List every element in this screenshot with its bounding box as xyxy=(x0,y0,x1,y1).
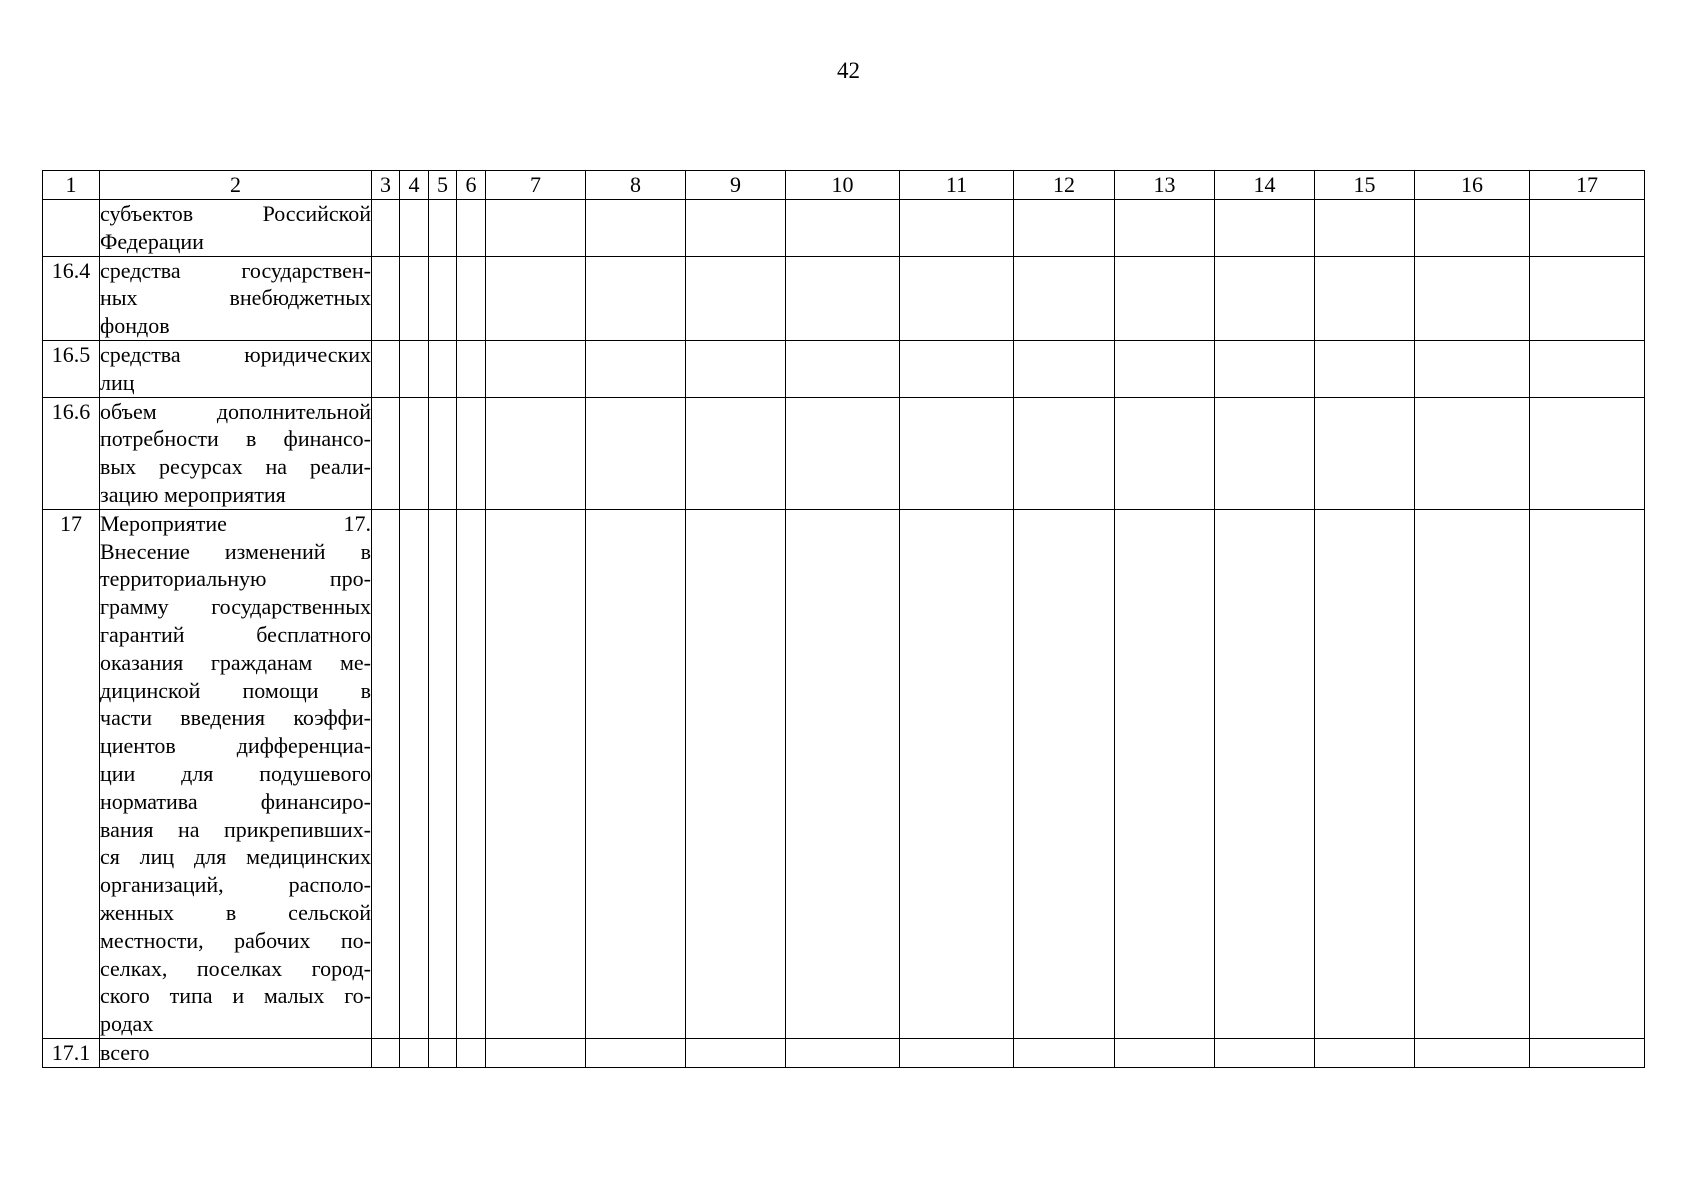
data-table xyxy=(42,170,1645,1068)
empty-cell xyxy=(486,256,586,340)
empty-cell xyxy=(1415,509,1530,1038)
empty-cell xyxy=(372,397,400,509)
header-cell: 13 xyxy=(1115,171,1215,200)
header-cell: 17 xyxy=(1530,171,1645,200)
empty-cell xyxy=(429,1038,457,1067)
header-cell: 12 xyxy=(1014,171,1115,200)
empty-cell xyxy=(372,256,400,340)
header-cell: 1 xyxy=(43,171,100,200)
description-line: женных в сельской xyxy=(100,899,371,925)
empty-cell xyxy=(586,509,686,1038)
empty-cell xyxy=(1530,509,1645,1038)
empty-cell xyxy=(1530,340,1645,397)
header-cell: 14 xyxy=(1215,171,1315,200)
description-line: норматива финансиро- xyxy=(100,788,371,814)
empty-cell xyxy=(457,397,486,509)
row-description xyxy=(100,1038,372,1067)
description-line: грамму государственных xyxy=(100,594,371,620)
empty-cell xyxy=(1315,256,1415,340)
empty-cell xyxy=(400,1038,429,1067)
empty-cell xyxy=(1530,256,1645,340)
empty-cell xyxy=(1014,200,1115,257)
description-line: селках, поселках город- xyxy=(100,955,371,981)
empty-cell xyxy=(786,1038,900,1067)
description-line: оказания гражданам ме- xyxy=(100,649,371,675)
empty-cell xyxy=(900,200,1014,257)
header-cell: 15 xyxy=(1315,171,1415,200)
header-cell: 4 xyxy=(400,171,429,200)
table-row xyxy=(43,256,1645,340)
table-row xyxy=(43,1038,1645,1067)
empty-cell xyxy=(429,256,457,340)
header-cell: 10 xyxy=(786,171,900,200)
description-line: фондов xyxy=(100,313,170,339)
empty-cell xyxy=(786,509,900,1038)
empty-cell xyxy=(457,1038,486,1067)
description-line: лиц xyxy=(100,369,135,395)
header-row xyxy=(43,171,1645,200)
row-number: 17.1 xyxy=(43,1038,100,1067)
empty-cell xyxy=(486,1038,586,1067)
description-line: территориальную про- xyxy=(100,566,371,592)
table-row xyxy=(43,509,1645,1038)
description-line: Федерации xyxy=(100,228,204,254)
header-cell: 16 xyxy=(1415,171,1530,200)
header-cell: 5 xyxy=(429,171,457,200)
empty-cell xyxy=(1014,1038,1115,1067)
empty-cell xyxy=(372,340,400,397)
row-number: 16.4 xyxy=(43,256,100,340)
empty-cell xyxy=(1415,397,1530,509)
row-number: 16.5 xyxy=(43,340,100,397)
empty-cell xyxy=(1315,200,1415,257)
empty-cell xyxy=(486,200,586,257)
row-number: 16.6 xyxy=(43,397,100,509)
empty-cell xyxy=(1115,1038,1215,1067)
header-cell: 9 xyxy=(686,171,786,200)
empty-cell xyxy=(372,509,400,1038)
empty-cell xyxy=(1014,509,1115,1038)
page-number: 42 xyxy=(837,58,860,83)
empty-cell xyxy=(1215,200,1315,257)
description-line: зацию мероприятия xyxy=(100,481,286,507)
header-cell: 8 xyxy=(586,171,686,200)
row-description xyxy=(100,397,372,509)
table-row xyxy=(43,340,1645,397)
description-line: родах xyxy=(100,1011,154,1037)
empty-cell xyxy=(372,200,400,257)
empty-cell xyxy=(1115,340,1215,397)
description-line: Мероприятие 17. xyxy=(100,510,371,536)
empty-cell xyxy=(686,256,786,340)
empty-cell xyxy=(1315,340,1415,397)
empty-cell xyxy=(457,256,486,340)
description-line: вых ресурсах на реали- xyxy=(100,454,371,480)
empty-cell xyxy=(786,340,900,397)
description-line: потребности в финансо- xyxy=(100,426,371,452)
description-line: организаций, располо- xyxy=(100,872,371,898)
empty-cell xyxy=(586,397,686,509)
empty-cell xyxy=(429,340,457,397)
empty-cell xyxy=(400,340,429,397)
empty-cell xyxy=(686,200,786,257)
empty-cell xyxy=(1014,397,1115,509)
description-line: гарантий бесплатного xyxy=(100,621,371,647)
description-line: ся лиц для медицинских xyxy=(100,844,371,870)
empty-cell xyxy=(1115,200,1215,257)
header-cell: 3 xyxy=(372,171,400,200)
empty-cell xyxy=(486,397,586,509)
empty-cell xyxy=(686,509,786,1038)
empty-cell xyxy=(1315,397,1415,509)
header-cell: 11 xyxy=(900,171,1014,200)
description-line: всего xyxy=(100,1039,150,1065)
empty-cell xyxy=(586,340,686,397)
empty-cell xyxy=(1115,509,1215,1038)
empty-cell xyxy=(1530,1038,1645,1067)
empty-cell xyxy=(1014,256,1115,340)
row-description xyxy=(100,256,372,340)
empty-cell xyxy=(372,1038,400,1067)
description-line: субъектов Российской xyxy=(100,201,371,226)
empty-cell xyxy=(686,340,786,397)
empty-cell xyxy=(900,397,1014,509)
empty-cell xyxy=(429,200,457,257)
empty-cell xyxy=(400,256,429,340)
description-line: объем дополнительной xyxy=(100,398,371,424)
empty-cell xyxy=(900,1038,1014,1067)
description-line: средства юридических xyxy=(100,341,371,367)
description-line: дицинской помощи в xyxy=(100,677,371,703)
empty-cell xyxy=(900,256,1014,340)
empty-cell xyxy=(457,340,486,397)
empty-cell xyxy=(900,340,1014,397)
empty-cell xyxy=(1315,1038,1415,1067)
empty-cell xyxy=(1415,200,1530,257)
row-description xyxy=(100,509,372,1038)
description-line: местности, рабочих по- xyxy=(100,927,371,953)
table-body xyxy=(43,200,1645,1068)
description-line: ных внебюджетных xyxy=(100,285,371,311)
description-line: циентов дифференциа- xyxy=(100,733,371,759)
empty-cell xyxy=(400,509,429,1038)
row-description xyxy=(100,200,372,257)
empty-cell xyxy=(1415,340,1530,397)
empty-cell xyxy=(400,200,429,257)
empty-cell xyxy=(1415,1038,1530,1067)
description-line: средства государствен- xyxy=(100,257,371,283)
empty-cell xyxy=(586,200,686,257)
empty-cell xyxy=(1215,1038,1315,1067)
empty-cell xyxy=(1014,340,1115,397)
table-row xyxy=(43,397,1645,509)
empty-cell xyxy=(786,256,900,340)
description-line: вания на прикрепивших- xyxy=(100,816,371,842)
empty-cell xyxy=(900,509,1014,1038)
row-number: 17 xyxy=(43,509,100,1038)
header-cell: 7 xyxy=(486,171,586,200)
empty-cell xyxy=(586,1038,686,1067)
header-cell: 6 xyxy=(457,171,486,200)
empty-cell xyxy=(429,509,457,1038)
empty-cell xyxy=(1215,256,1315,340)
empty-cell xyxy=(486,340,586,397)
empty-cell xyxy=(1115,397,1215,509)
empty-cell xyxy=(586,256,686,340)
empty-cell xyxy=(1115,256,1215,340)
empty-cell xyxy=(429,397,457,509)
table-row xyxy=(43,200,1645,257)
empty-cell xyxy=(400,397,429,509)
empty-cell xyxy=(457,200,486,257)
description-line: ского типа и малых го- xyxy=(100,983,371,1009)
header-cell: 2 xyxy=(100,171,372,200)
empty-cell xyxy=(686,1038,786,1067)
empty-cell xyxy=(786,200,900,257)
description-line: части введения коэффи- xyxy=(100,705,371,731)
empty-cell xyxy=(1530,200,1645,257)
empty-cell xyxy=(1415,256,1530,340)
row-number xyxy=(43,200,100,257)
empty-cell xyxy=(786,397,900,509)
empty-cell xyxy=(1215,509,1315,1038)
empty-cell xyxy=(457,509,486,1038)
empty-cell xyxy=(1315,509,1415,1038)
description-line: ции для подушевого xyxy=(100,760,371,786)
empty-cell xyxy=(1530,397,1645,509)
empty-cell xyxy=(486,509,586,1038)
empty-cell xyxy=(1215,397,1315,509)
empty-cell xyxy=(686,397,786,509)
empty-cell xyxy=(1215,340,1315,397)
row-description xyxy=(100,340,372,397)
description-line: Внесение изменений в xyxy=(100,538,371,564)
